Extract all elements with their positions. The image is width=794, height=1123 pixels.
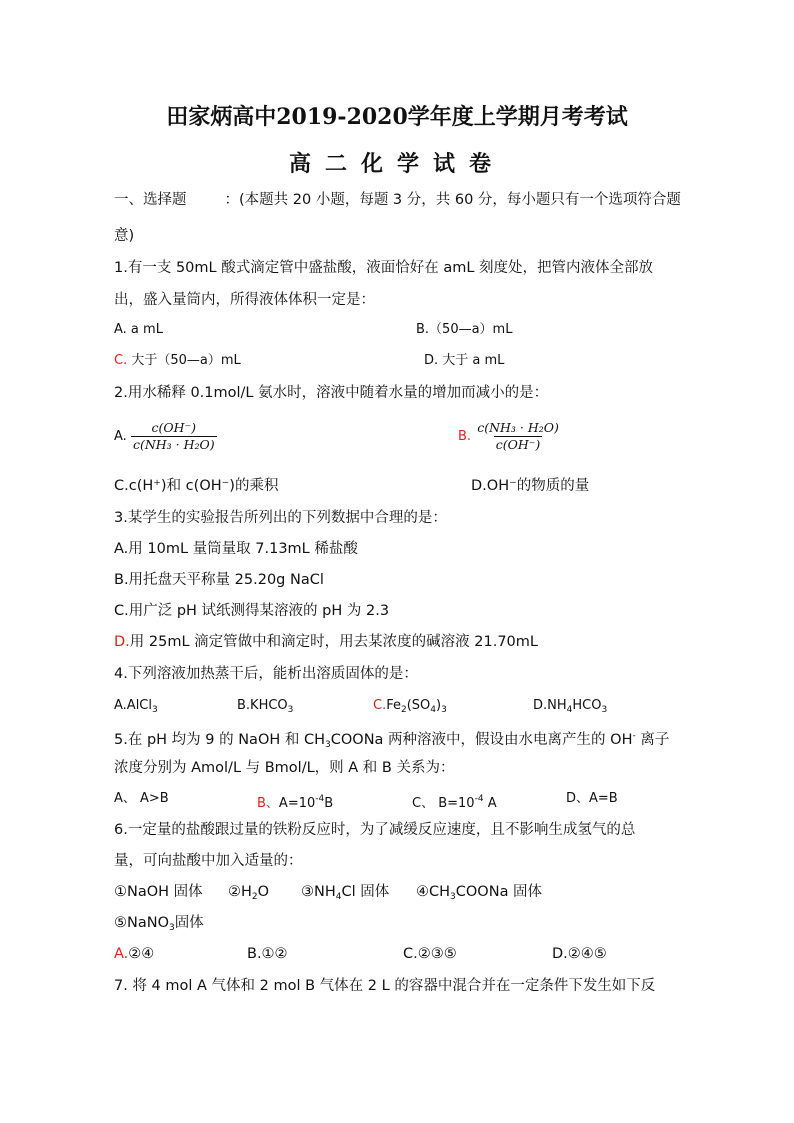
- q2-stem: 2.用水稀释 0.1mol/L 氨水时，溶液中随着水量的增加而减小的是：: [114, 385, 549, 401]
- q5-stem-a: 5.在 pH 均为 9 的 NaOH 和 CH: [114, 732, 326, 748]
- q6-r5-sub: 3: [169, 923, 175, 933]
- q3-option-d-text: 用 25mL 滴定管做中和滴定时，用去某浓度的碱溶液 21.70mL: [129, 634, 538, 650]
- q1-option-d: D. 大于 a mL: [424, 353, 505, 368]
- q6-reagent-4: [416, 882, 542, 907]
- q3-option-b: B.用托盘天平称量 25.20g NaCl: [114, 572, 324, 588]
- q6-option-d: D.②④⑤: [552, 946, 607, 962]
- q4-c-text: Fe: [386, 698, 401, 713]
- q6-r3-text: ③NH: [301, 884, 336, 900]
- section-instruction-line: [114, 190, 681, 210]
- q3-option-a: A.用 10mL 量筒量取 7.13mL 稀盐酸: [114, 541, 358, 557]
- q4-c-sub2: 4: [430, 705, 437, 715]
- q1-option-b: B.（50—a）mL: [416, 322, 513, 337]
- q6-r4-sub: 3: [450, 892, 456, 902]
- q1-stem-line2: 出，盛入量筒内，所得液体体积一定是：: [114, 292, 375, 308]
- q5-c-text2: A: [483, 796, 497, 811]
- q2-b-numerator: c(NH₃ · H₂O): [477, 420, 559, 435]
- q6-reagent-2: [228, 882, 269, 907]
- q6-r2-text2: O: [257, 884, 270, 900]
- q4-c-text3: ): [436, 698, 442, 713]
- q6-answer-letter: A.: [114, 946, 129, 962]
- q5-stem-sup: -: [632, 731, 636, 741]
- q5-stem-line1: [114, 726, 669, 755]
- q2-answer-letter: B.: [458, 429, 472, 444]
- q5-b-sup: -4: [315, 794, 325, 804]
- q6-r3-sub: 4: [335, 892, 342, 902]
- q4-b-sub: 3: [287, 705, 294, 715]
- q1-option-a: A. a mL: [114, 322, 163, 337]
- q3-option-d: [114, 632, 538, 652]
- exam-title: 田家炳高中2019-2020学年度上学期月考考试: [166, 104, 628, 130]
- section-instruction-end: 意): [114, 228, 135, 244]
- q5-stem-c: 离子: [635, 732, 670, 748]
- q5-b-text2: B: [324, 796, 334, 811]
- q6-r4-text2: COONa 固体: [455, 884, 543, 900]
- q6-reagent-1: ①NaOH 固体: [114, 884, 203, 900]
- q4-stem: 4.下列溶液加热蒸干后，能析出溶质固体的是：: [114, 666, 418, 682]
- q5-c-sup: -4: [474, 794, 484, 804]
- q6-reagent-5: [114, 913, 204, 938]
- q6-stem-line2: 量，可向盐酸中加入适量的：: [114, 853, 303, 869]
- q5-stem-b: COONa 两种溶液中，假设由水电离产生的 OH: [330, 732, 633, 748]
- q4-d-text: D.NH: [533, 698, 567, 713]
- q5-stem-line2: 浓度分别为 Amol/L 与 Bmol/L，则 A 和 B 关系为：: [114, 760, 455, 776]
- q6-option-c: C.②③⑤: [403, 946, 457, 962]
- q3-answer-letter: D.: [114, 634, 130, 650]
- q1-option-c-text: 大于（50—a）mL: [127, 353, 241, 368]
- q5-answer-letter: B、: [257, 796, 279, 811]
- q4-c-sub3: 3: [441, 705, 447, 715]
- q2-option-b: [458, 420, 561, 453]
- q4-a-text: A.AlCl: [114, 698, 152, 713]
- q4-d-sub2: 3: [601, 705, 608, 715]
- q3-option-c: C.用广泛 pH 试纸测得某溶液的 pH 为 2.3: [114, 603, 390, 619]
- q6-a-text: ②④: [128, 946, 155, 962]
- q6-r3-text2: Cl 固体: [341, 884, 390, 900]
- section-instruction: ：(本题共 20 小题，每题 3 分，共 60 分，每小题只有一个选项符合题: [224, 192, 681, 208]
- q6-option-a: [114, 944, 154, 964]
- q5-b-text: A=10: [278, 796, 316, 811]
- q6-r2-sub: 2: [251, 892, 258, 902]
- q2-b-denominator: c(OH⁻): [495, 437, 541, 452]
- q4-option-d: [533, 696, 607, 720]
- q4-c-text2: (SO: [406, 698, 431, 713]
- q4-d-sub1: 4: [566, 705, 573, 715]
- q4-option-b: [237, 696, 293, 720]
- q5-option-b: [257, 789, 333, 814]
- section-label: 一、选择题: [114, 192, 187, 208]
- q4-b-text: B.KHCO: [237, 698, 288, 713]
- q1-answer-letter: C.: [114, 353, 128, 368]
- q5-option-c: [412, 789, 497, 814]
- q2-option-c: C.c(H⁺)和 c(OH⁻)的乘积: [114, 478, 279, 494]
- q4-answer-letter: C.: [373, 698, 387, 713]
- q4-c-sub1: 2: [400, 705, 407, 715]
- q6-stem-line1: 6.一定量的盐酸跟过量的铁粉反应时，为了减缓反应速度，且不影响生成氢气的总: [114, 822, 636, 838]
- q5-c-text: C、 B=10: [412, 796, 475, 811]
- q6-r5-text: ⑤NaNO: [114, 915, 169, 931]
- q4-a-sub: 3: [152, 705, 158, 715]
- q2-option-a-fraction: [131, 420, 217, 453]
- exam-subtitle: 高二化学试卷: [288, 151, 505, 177]
- q5-option-a: A、 A>B: [114, 791, 169, 806]
- q6-r2-text: ②H: [228, 884, 252, 900]
- q2-a-numerator: c(OH⁻): [151, 420, 197, 435]
- q6-r4-text: ④CH: [416, 884, 451, 900]
- q5-option-d: D、A=B: [566, 791, 618, 806]
- q1-option-c: [114, 351, 241, 371]
- q2-option-d: D.OH⁻的物质的量: [471, 478, 590, 494]
- q4-option-c: [373, 696, 447, 720]
- q6-r5-text2: 固体: [174, 915, 204, 931]
- q2-option-b-fraction: [475, 420, 561, 453]
- q6-option-b: B.①②: [247, 946, 288, 962]
- q3-stem: 3.某学生的实验报告所列出的下列数据中合理的是：: [114, 510, 447, 526]
- q6-reagent-3: [301, 882, 389, 907]
- q2-option-a-letter: A.: [114, 429, 127, 444]
- q4-option-a: [114, 696, 158, 720]
- q7-stem-line1: 7. 将 4 mol A 气体和 2 mol B 气体在 2 L 的容器中混合并在一定条件下发生如下反: [114, 978, 656, 994]
- q4-d-text2: HCO: [572, 698, 602, 713]
- q2-a-denominator: c(NH₃ · H₂O): [132, 437, 215, 452]
- q1-stem-line1: 1.有一支 50mL 酸式滴定管中盛盐酸，液面恰好在 amL 刻度处，把管内液体全部放: [114, 260, 654, 276]
- q5-stem-sub: 3: [325, 740, 331, 750]
- q2-option-a: [114, 420, 217, 453]
